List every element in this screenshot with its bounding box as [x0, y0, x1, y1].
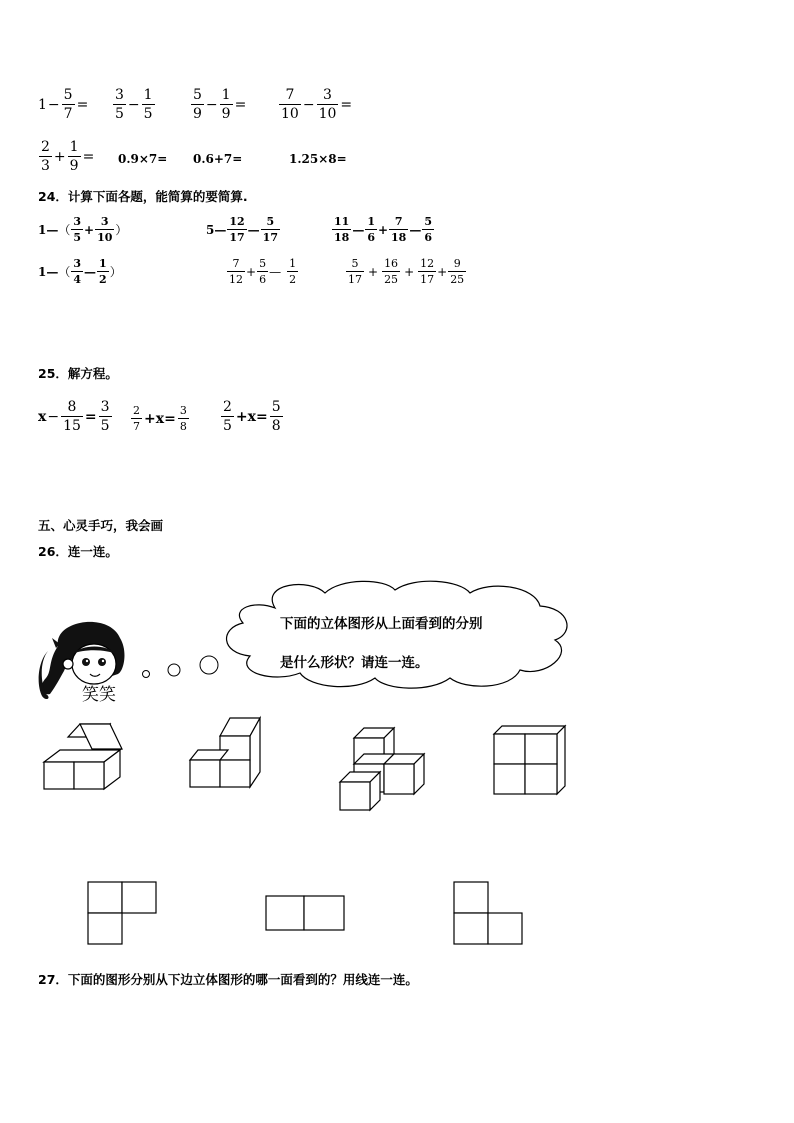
q25-equation-3: $\frac{2}{5}$ +x= $\frac{5}{8}$: [223, 399, 281, 434]
top-view-shape-2: [266, 896, 344, 930]
q23-expr-5: $\frac{2}{3}$ + $\frac{1}{9}$ =: [41, 139, 95, 174]
q25-equation-1: x − $\frac{8}{15}$ = $\frac{3}{5}$: [38, 399, 110, 434]
solid-figures: [38, 712, 578, 817]
solid-figure-4: [494, 726, 565, 794]
q24-expr-6: $\frac{5}{17}$ + $\frac{16}{25}$ + $\frac{12}{17}$ + $\frac{9}{25}$: [348, 257, 465, 286]
solid-figure-2: [190, 718, 260, 787]
q23-expr-8: 1.25×8=: [289, 152, 347, 166]
fraction: $\frac{5}{7}$: [63, 87, 73, 122]
q24-heading: 24．计算下面各题，能简算的要简算.: [38, 189, 248, 204]
girl-label: 笑笑: [82, 685, 116, 705]
solid-figure-3: [340, 728, 424, 810]
q24-expr-5: $\frac{7}{12}$ + $\frac{5}{6}$ — $\frac{1}{2}$: [229, 257, 297, 286]
top-view-shape-1: [88, 882, 156, 944]
q26-heading: 26．连一连。: [38, 544, 118, 559]
q23-expr-3: $\frac{5}{9}$ − $\frac{1}{9}$ =: [193, 87, 247, 122]
q25-heading: 25．解方程。: [38, 366, 118, 381]
q27-heading: 27．下面的图形分别从下边立体图形的哪一面看到的？用线连一连。: [38, 972, 418, 987]
q24-expr-4: 1 — （ $\frac{3}{4}$ — $\frac{1}{2}$ ）: [38, 257, 122, 286]
q23-expr-7: 0.6+7=: [193, 152, 243, 166]
q23-expr-1: 1 − $\frac{5}{7}$ =: [38, 87, 89, 122]
q23-expr-2: $\frac{3}{5}$ − $\frac{1}{5}$: [115, 87, 153, 122]
top-view-shape-3: [454, 882, 522, 944]
thought-bubble: [215, 578, 585, 693]
q25-equation-2: $\frac{2}{7}$ +x= $\frac{3}{8}$: [133, 404, 187, 433]
section-5-heading: 五、心灵手巧，我会画: [38, 518, 164, 533]
q23-expr-6: 0.9×7=: [118, 152, 168, 166]
top-view-shapes: [80, 876, 540, 948]
small-thought-bubbles: [138, 652, 223, 682]
bubble-text-line-2: 是什么形状？请连一连。: [280, 655, 429, 671]
q24-expr-3: $\frac{11}{18}$ — $\frac{1}{6}$ + $\frac{7}{18}$ — $\frac{5}{6}$: [334, 215, 432, 244]
bubble-text-line-1: 下面的立体图形从上面看到的分别: [280, 616, 483, 632]
q24-expr-1: 1 — （ $\frac{3}{5}$ + $\frac{3}{10}$ ）: [38, 215, 128, 244]
q23-expr-4: $\frac{7}{10}$ − $\frac{3}{10}$ =: [281, 87, 353, 122]
solid-figure-1: [44, 724, 122, 789]
q24-expr-2: 5 — $\frac{12}{17}$ — $\frac{5}{17}$: [206, 215, 278, 244]
